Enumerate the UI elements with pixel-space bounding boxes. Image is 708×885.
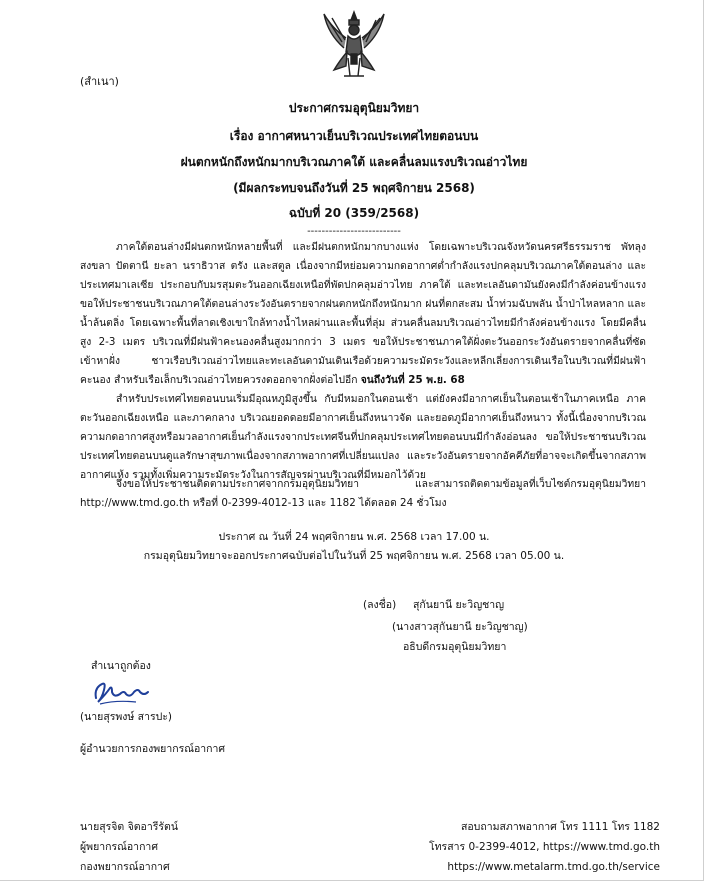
certifier-title: ผู้อำนวยการกองพยากรณ์อากาศ bbox=[80, 743, 226, 755]
paragraph-south-rain-text: ภาคใต้ตอนล่างมีฝนตกหนักหลายพื้นที่ และมีฝนตกหนักมากบางแห่ง โดยเฉพาะบริเวณจังหวัดนครศรีธรรมราช พัทลุง สงขลา ปัตตานี ยะลา นราธิวาส ตรัง และสตูล เนื่องจากมีหย่อมความกดอากาศต่ำกำลังแรงปกคลุมบริเวณภาคใต้ตอนล่าง และประเทศมาเลเซีย ประกอบกับมรสุมตะวันออกเฉียงเหนือที่พัดปกคลุมอ่าวไทย ภาคใต้ และทะเลอันดามันยังคงมีกำลังค่อนข้างแรง ขอให้ประชาชนบริเวณภาคใต้ตอนล่างระวังอันตรายจากฝนตกหนักถึงหนักมาก ฝนที่ตกสะสม น้ำท่วมฉับพลัน น้ำป่าไหลหลาก และน้ำล้นตลิ่ง โดยเฉพาะพื้นที่ลาดเชิงเขาใกล้ทางน้ำไหลผ่านและพื้นที่ลุ่ม ส่วนคลื่นลมบริเวณอ่าวไทยมีกำลังค่อนข้างแรง โดยมีคลื่นสูง 2-3 เมตร บริเวณที่มีฝนฟ้าคะนองคลื่นสูงมากกว่า 3 เมตร ขอให้ประชาชนภาคใต้ฝั่งตะวันออกระวังอันตรายจากคลื่นที่ซัดเข้าหาฝั่ง ชาวเรือบริเวณอ่าวไทยและทะเลอันดามันเดินเรือด้วยความระมัดระวังและหลีกเลี่ยงการเดินเรือในบริเวณที่มีฝนฟ้าคะนอง สำหรับเรือเล็กบริเวณอ่าวไทยควรงดออกจากฝั่งต่อไปอีก bbox=[80, 241, 646, 386]
footer-forecaster-division: กองพยากรณ์อากาศ bbox=[80, 861, 170, 873]
certified-copy-label: สำเนาถูกต้อง bbox=[91, 660, 151, 672]
notice-title: ประกาศกรมอุตุนิยมวิทยา bbox=[288, 101, 420, 115]
paragraph-south-rain-date: จนถึงวันที่ 25 พ.ย. 68 bbox=[360, 374, 465, 386]
signed-name: สุกันยานี ยะวิญชาญ bbox=[413, 599, 505, 611]
signed-label: (ลงชื่อ) bbox=[363, 599, 397, 611]
notice-issue-number: ฉบับที่ 20 (359/2568) bbox=[288, 206, 420, 220]
footer-weather-inquiry: สอบถามสภาพอากาศ โทร 1111 โทร 1182 bbox=[460, 821, 660, 833]
signer-title: อธิบดีกรมอุตุนิยมวิทยา bbox=[403, 641, 507, 653]
copy-label: (สำเนา) bbox=[80, 75, 119, 88]
next-issue-datetime: กรมอุตุนิยมวิทยาจะออกประกาศฉบับต่อไปในวันที่ 25 พฤศจิกายน พ.ศ. 2568 เวลา 05.00 น. bbox=[143, 550, 565, 562]
footer-forecaster-role: ผู้พยากรณ์อากาศ bbox=[80, 841, 158, 853]
notice-effect-date: (มีผลกระทบจนถึงวันที่ 25 พฤศจิกายน 2568) bbox=[233, 181, 475, 195]
footer-metalarm-link[interactable]: https://www.metalarm.tmd.go.th/service bbox=[447, 861, 660, 873]
signer-full-name: (นางสาวสุกันยานี ยะวิญชาญ) bbox=[392, 621, 528, 633]
issued-datetime: ประกาศ ณ วันที่ 24 พฤศจิกายน พ.ศ. 2568 เวลา 17.00 น. bbox=[218, 531, 490, 543]
footer-fax-website[interactable]: โทรสาร 0-2399-4012, https://www.tmd.go.th bbox=[429, 841, 660, 853]
footer-forecaster-name: นายสุรจิต จิตอารีรัตน์ bbox=[80, 821, 179, 833]
paragraph-north-cold: สำหรับประเทศไทยตอนบนเริ่มมีอุณหภูมิสูงขึ้น กับมีหมอกในตอนเช้า แต่ยังคงมีอากาศเย็นในตอนเช้าในภาคเหนือ ภาคตะวันออกเฉียงเหนือ และภาคกลาง บริเวณยอดดอยมีอากาศเย็นถึงหนาวจัด และยอดภูมีอากาศเย็นถึงหนาว ทั้งนี้เนื่องจากบริเวณความกดอากาศสูงหรือมวลอากาศเย็นกำลังแรงจากประเทศจีนที่ปกคลุมประเทศไทยตอนบนมีกำลังอ่อนลง ขอให้ประชาชนบริเวณประเทศไทยตอนบนดูแลรักษาสุขภาพเนื่องจากสภาพอากาศที่เปลี่ยนแปลง และระวังอันตรายจากอัคคีภัยที่อาจจะเกิดขึ้นจากสภาพอากาศแห้ง รวมทั้งเพิ่มความระมัดระวังในการสัญจรผ่านบริเวณที่มีหมอกไว้ด้วย bbox=[80, 393, 646, 481]
paragraph-south-rain bbox=[80, 238, 646, 390]
certifier-name: (นายสุรพงษ์ สารปะ) bbox=[80, 711, 173, 723]
notice-subject: เรื่อง อากาศหนาวเย็นบริเวณประเทศไทยตอนบน bbox=[229, 129, 479, 143]
garuda-emblem-icon bbox=[318, 8, 390, 80]
notice-subject-line2: ฝนตกหนักถึงหนักมากบริเวณภาคใต้ และคลื่นลมแรงบริเวณอ่าวไทย bbox=[180, 155, 528, 169]
header-separator: -------------------------- bbox=[307, 226, 401, 237]
signature-icon bbox=[90, 676, 152, 710]
paragraph-follow-updates: จึงขอให้ประชาชนติดตามประกาศจากกรมอุตุนิยมวิทยา และสามารถติดตามข้อมูลที่เว็บไซต์กรมอุตุนิยมวิทยา http://www.tmd.go.th หรือที่ 0-2399-4012-13 และ 1182 ได้ตลอด 24 ชั่วโมง bbox=[80, 478, 646, 509]
